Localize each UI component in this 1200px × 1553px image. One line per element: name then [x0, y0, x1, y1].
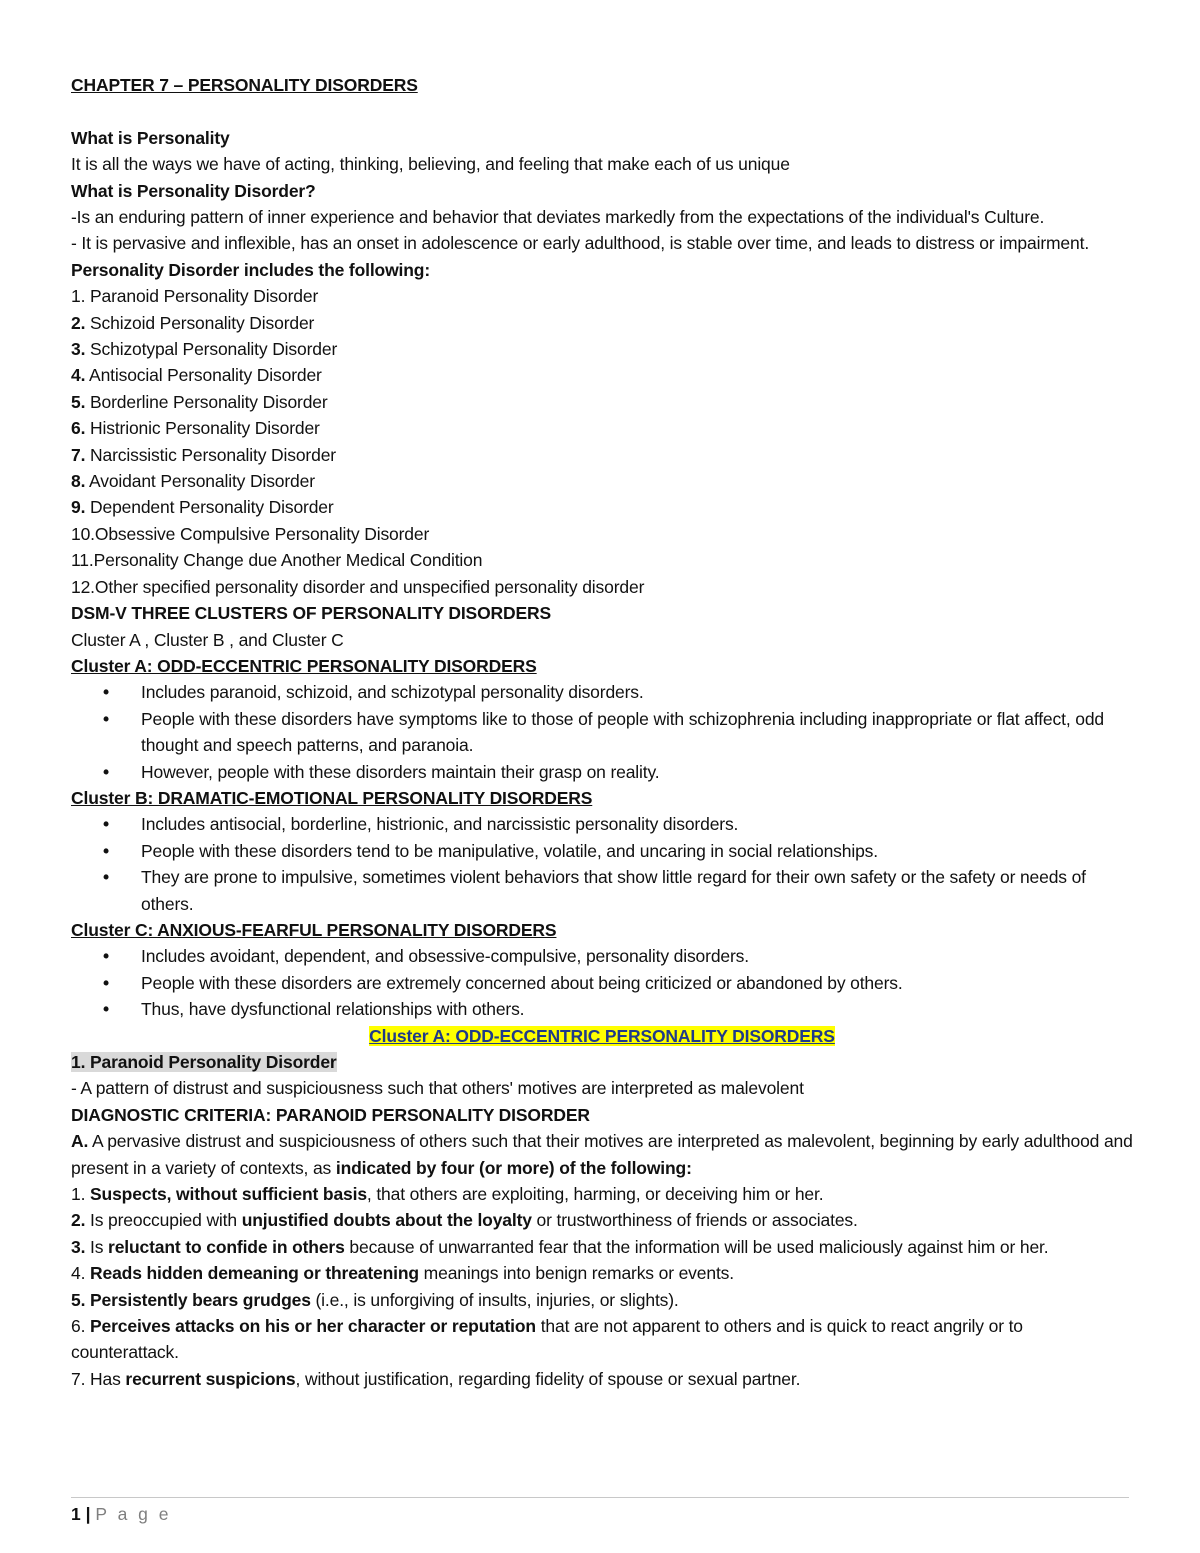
criterion-item: 6. Perceives attacks on his or her character or reputation that are not apparent to others and is quick to react angrily or to counterattack. [71, 1316, 1023, 1363]
bullet-icon: • [103, 708, 109, 729]
what-is-pd-paragraph-2: - It is pervasive and inflexible, has an onset in adolescence or early adulthood, is stable over time, and leads to distress or impairment. [71, 233, 1090, 254]
what-is-pd-paragraph-1: -Is an enduring pattern of inner experience and behavior that deviates markedly from the expectations of the individual's Culture. [71, 207, 1045, 228]
bullet-item: • Includes avoidant, dependent, and obsessive-compulsive, personality disorders. [71, 943, 1133, 969]
bullet-icon: • [103, 999, 109, 1020]
list-item: 6. Histrionic Personality Disorder [71, 418, 320, 439]
chapter-title: CHAPTER 7 – PERSONALITY DISORDERS [71, 75, 418, 95]
bullet-icon: • [103, 946, 109, 967]
dsm-heading: DSM-V THREE CLUSTERS OF PERSONALITY DISORDERS [71, 603, 552, 624]
bullet-item: • People with these disorders have symptoms like to those of people with schizophrenia including inappropriate or flat affect, odd thought and speech patterns, and paranoia. [71, 706, 1133, 759]
criterion-item: 2. Is preoccupied with unjustified doubts about the loyalty or trustworthiness of friends or associates. [71, 1210, 858, 1231]
list-item: 8. Avoidant Personality Disorder [71, 471, 315, 492]
footer-divider [71, 1497, 1129, 1498]
bullet-item: • Includes antisocial, borderline, histrionic, and narcissistic personality disorders. [71, 811, 1133, 837]
what-is-pd-heading: What is Personality Disorder? [71, 180, 316, 201]
section-heading-row [71, 1023, 1133, 1049]
criterion-item: 4. Reads hidden demeaning or threatening meanings into benign remarks or events. [71, 1263, 734, 1284]
what-is-personality-text: It is all the ways we have of acting, thinking, believing, and feeling that make each of us unique [71, 154, 790, 175]
page-number: 1 [71, 1504, 81, 1524]
document-page [71, 72, 1133, 1392]
bullet-icon: • [103, 972, 109, 993]
criterion-item: 3. Is reluctant to confide in others because of unwarranted fear that the information will be used maliciously against him or her. [71, 1236, 1049, 1257]
list-item: 4. Antisocial Personality Disorder [71, 365, 322, 386]
bullet-icon: • [103, 761, 109, 782]
list-item: 2. Schizoid Personality Disorder [71, 312, 315, 333]
disorder-list [71, 283, 1133, 600]
includes-heading: Personality Disorder includes the following: [71, 259, 431, 280]
bullet-icon: • [103, 682, 109, 703]
bullet-item: • They are prone to impulsive, sometimes violent behaviors that show little regard for their own safety or the safety or needs of others. [71, 864, 1133, 917]
paranoid-heading: 1. Paranoid Personality Disorder [71, 1052, 337, 1073]
criteria-intro: A. A pervasive distrust and suspiciousness of others such that their motives are interpreted as malevolent, beginning by early adulthood and present in a variety of contexts, as indicated by four (or more) of the following: [71, 1131, 1133, 1178]
bullet-item: • People with these disorders tend to be manipulative, volatile, and uncaring in social relationships. [71, 838, 1133, 864]
footer-separator: | [80, 1504, 96, 1524]
paranoid-heading-row [71, 1049, 1133, 1075]
section-heading-cluster-a: Cluster A: ODD-ECCENTRIC PERSONALITY DISORDERS [369, 1025, 835, 1046]
criteria-heading: DIAGNOSTIC CRITERIA: PARANOID PERSONALITY DISORDER [71, 1104, 590, 1125]
dsm-text: Cluster A , Cluster B , and Cluster C [71, 629, 344, 650]
criterion-item: 7. Has recurrent suspicions, without justification, regarding fidelity of spouse or sexual partner. [71, 1368, 801, 1389]
bullet-item: • Thus, have dysfunctional relationships with others. [71, 996, 1133, 1022]
list-item: 5. Borderline Personality Disorder [71, 391, 328, 412]
blank-line [71, 98, 1133, 124]
list-item: 1. Paranoid Personality Disorder [71, 286, 319, 307]
list-item: 11.Personality Change due Another Medical Condition [71, 550, 483, 571]
list-item: 9. Dependent Personality Disorder [71, 497, 334, 518]
bullet-item: • People with these disorders are extremely concerned about being criticized or abandoned by others. [71, 970, 1133, 996]
criteria-list [71, 1181, 1133, 1392]
list-item: 3. Schizotypal Personality Disorder [71, 339, 338, 360]
list-item: 10.Obsessive Compulsive Personality Disorder [71, 523, 430, 544]
bullet-icon: • [103, 867, 109, 888]
what-is-personality-heading: What is Personality [71, 127, 230, 148]
bullet-icon: • [103, 840, 109, 861]
bullet-item: • However, people with these disorders maintain their grasp on reality. [71, 759, 1133, 785]
criterion-item: 1. Suspects, without sufficient basis, that others are exploiting, harming, or deceiving him or her. [71, 1184, 824, 1205]
paranoid-definition: - A pattern of distrust and suspiciousness such that others' motives are interpreted as malevolent [71, 1078, 804, 1099]
cluster-c-heading: Cluster C: ANXIOUS-FEARFUL PERSONALITY DISORDERS [71, 919, 557, 940]
cluster-a-heading: Cluster A: ODD-ECCENTRIC PERSONALITY DISORDERS [71, 655, 537, 676]
page-footer [71, 1504, 172, 1525]
bullet-icon: • [103, 814, 109, 835]
criterion-item: 5. Persistently bears grudges (i.e., is unforgiving of insults, injuries, or slights). [71, 1289, 679, 1310]
bullet-item: • Includes paranoid, schizoid, and schizotypal personality disorders. [71, 679, 1133, 705]
list-item: 7. Narcissistic Personality Disorder [71, 444, 336, 465]
list-item: 12.Other specified personality disorder and unspecified personality disorder [71, 576, 645, 597]
page-word: P a g e [95, 1504, 172, 1524]
cluster-b-heading: Cluster B: DRAMATIC-EMOTIONAL PERSONALITY DISORDERS [71, 787, 593, 808]
